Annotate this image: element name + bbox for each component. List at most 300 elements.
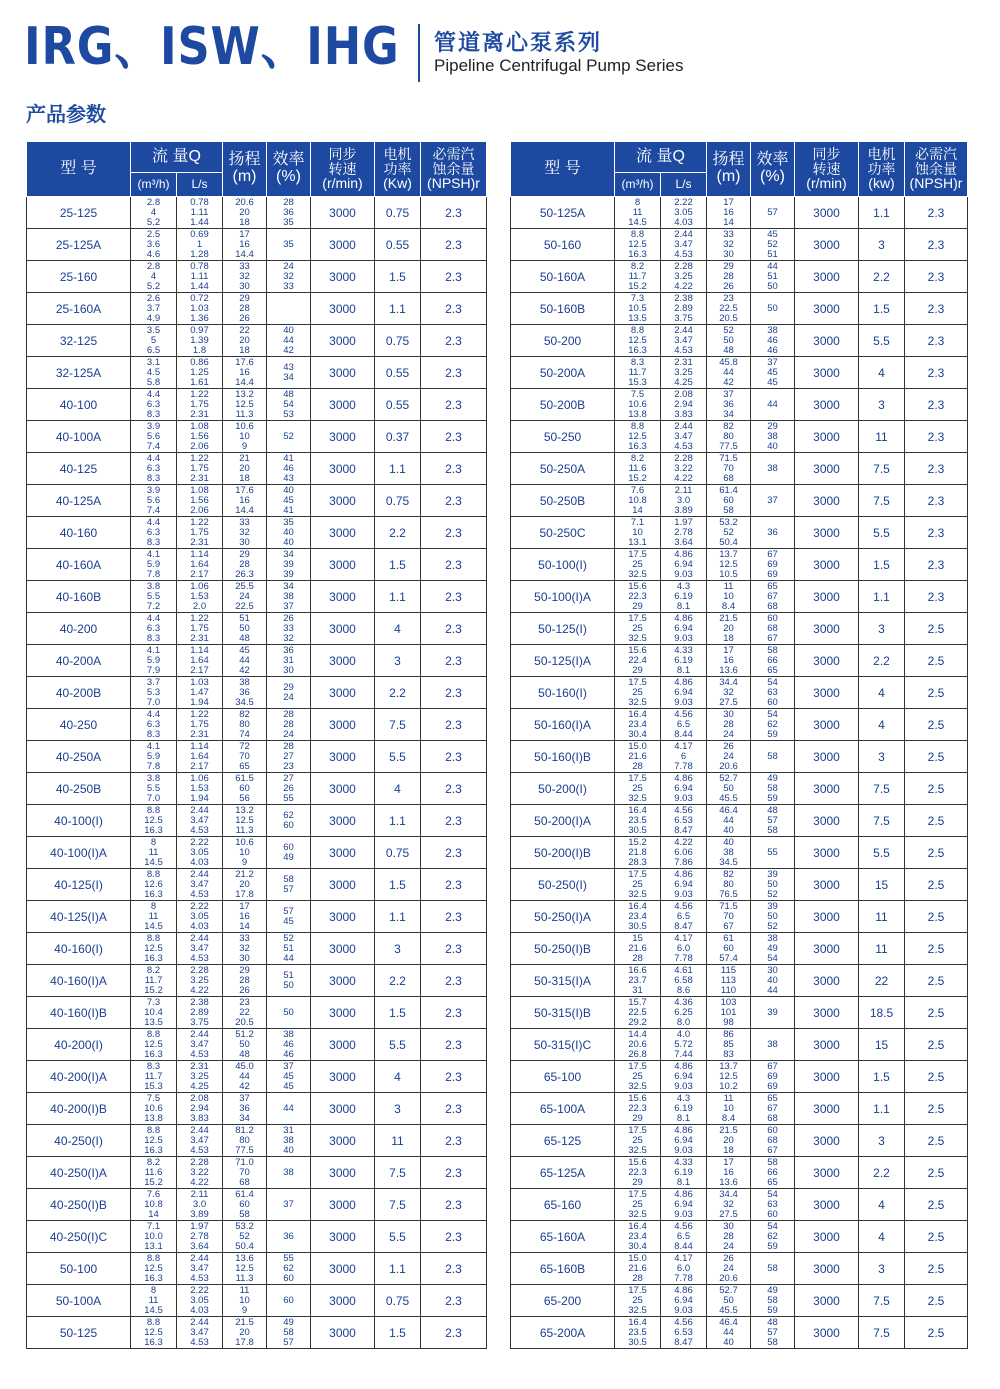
table-row bbox=[511, 421, 968, 453]
table-row bbox=[27, 741, 487, 773]
efficiency-cell bbox=[267, 677, 311, 709]
head-cell bbox=[223, 1029, 267, 1061]
flow-m3h-cell-value: 8.8 bbox=[630, 420, 645, 432]
flow-m3h-cell bbox=[615, 357, 661, 389]
flow-m3h-cell-value: 7.3 bbox=[146, 996, 161, 1008]
head-cell bbox=[223, 805, 267, 837]
head-cell-value: 20.5 bbox=[719, 312, 738, 324]
efficiency-cell-value: 66 bbox=[767, 654, 778, 666]
model-cell: 25-125A bbox=[27, 229, 131, 261]
flow-ls-cell bbox=[177, 1317, 223, 1349]
model-cell: 65-160B bbox=[511, 1253, 615, 1285]
head-cell-value: 20 bbox=[723, 1134, 734, 1146]
flow-m3h-cell-value: 25 bbox=[632, 558, 643, 570]
flow-ls-cell bbox=[177, 677, 223, 709]
flow-m3h-cell-value: 11 bbox=[632, 206, 643, 218]
power-cell: 4 bbox=[375, 1061, 421, 1093]
head-cell-value: 20.5 bbox=[235, 1016, 254, 1028]
head-cell-value: 18 bbox=[239, 344, 250, 356]
flow-m3h-cell-value: 7.6 bbox=[146, 1188, 161, 1200]
table-row bbox=[511, 453, 968, 485]
flow-m3h-cell bbox=[615, 965, 661, 997]
flow-ls-cell-value: 3.05 bbox=[190, 846, 209, 858]
flow-ls-cell-value: 2.44 bbox=[674, 324, 693, 336]
head-cell-value: 20 bbox=[239, 462, 250, 474]
head-cell-value: 45.0 bbox=[235, 1060, 254, 1072]
head-cell bbox=[707, 1157, 751, 1189]
efficiency-cell-value: 51 bbox=[767, 270, 778, 282]
efficiency-cell-value: 60 bbox=[767, 612, 778, 624]
flow-ls-cell-value: 6.94 bbox=[674, 1134, 693, 1146]
flow-ls-cell-value: 4.33 bbox=[674, 1156, 693, 1168]
flow-m3h-cell bbox=[615, 293, 661, 325]
head-cell-value: 71.5 bbox=[719, 900, 738, 912]
table-row bbox=[27, 549, 487, 581]
npsh-cell: 2.3 bbox=[421, 1253, 487, 1285]
efficiency-cell-value: 60 bbox=[767, 1208, 778, 1220]
table-row bbox=[27, 1093, 487, 1125]
efficiency-cell bbox=[751, 1221, 795, 1253]
head-cell bbox=[223, 421, 267, 453]
efficiency-cell-value: 37 bbox=[767, 356, 778, 368]
header-speed: 同步 转速 (r/min) bbox=[311, 142, 375, 197]
flow-ls-cell bbox=[661, 933, 707, 965]
section-title: 产品参数 bbox=[26, 102, 106, 126]
flow-ls-cell-value: 4.53 bbox=[190, 1336, 209, 1348]
head-cell-value: 34 bbox=[239, 1112, 250, 1124]
efficiency-cell-value: 48 bbox=[767, 1316, 778, 1328]
efficiency-cell-value: 45 bbox=[283, 915, 294, 927]
efficiency-cell-value: 68 bbox=[767, 600, 778, 612]
flow-ls-cell bbox=[177, 933, 223, 965]
head-cell-value: 36 bbox=[239, 1102, 250, 1114]
flow-m3h-cell-value: 16.3 bbox=[144, 1048, 163, 1060]
head-cell-value: 40 bbox=[723, 1336, 734, 1348]
flow-ls-cell-value: 4.53 bbox=[190, 824, 209, 836]
flow-m3h-cell bbox=[131, 1093, 177, 1125]
efficiency-cell-value: 36 bbox=[283, 206, 294, 218]
flow-m3h-cell-value: 8.8 bbox=[146, 1028, 161, 1040]
flow-m3h-cell-value: 3.1 bbox=[146, 356, 161, 368]
power-cell: 1.5 bbox=[375, 997, 421, 1029]
speed-cell: 3000 bbox=[795, 1125, 859, 1157]
head-cell-value: 16 bbox=[239, 366, 250, 378]
efficiency-cell-value: 67 bbox=[767, 1060, 778, 1072]
model-cell: 50-250B bbox=[511, 485, 615, 517]
efficiency-cell-value: 69 bbox=[767, 558, 778, 570]
header-flow-ls: L/s bbox=[177, 173, 223, 197]
flow-m3h-cell bbox=[615, 1029, 661, 1061]
flow-ls-cell-value: 2.28 bbox=[190, 964, 209, 976]
head-cell-value: 45.8 bbox=[719, 356, 738, 368]
flow-ls-cell-value: 2.06 bbox=[190, 504, 209, 516]
head-cell-value: 29 bbox=[723, 260, 734, 272]
head-cell bbox=[707, 1029, 751, 1061]
model-cell: 50-200(I)B bbox=[511, 837, 615, 869]
flow-m3h-cell bbox=[615, 741, 661, 773]
flow-ls-cell-value: 4.17 bbox=[674, 740, 693, 752]
flow-ls-cell-value: 4.86 bbox=[674, 772, 693, 784]
flow-ls-cell-value: 6.58 bbox=[674, 974, 693, 986]
head-cell bbox=[223, 581, 267, 613]
speed-cell: 3000 bbox=[311, 645, 375, 677]
efficiency-cell-value: 44 bbox=[767, 984, 778, 996]
flow-m3h-cell-value: 23.7 bbox=[628, 974, 647, 986]
speed-cell: 3000 bbox=[795, 517, 859, 549]
flow-m3h-cell-value: 10.6 bbox=[628, 398, 647, 410]
head-cell bbox=[707, 581, 751, 613]
speed-cell: 3000 bbox=[795, 869, 859, 901]
flow-ls-cell-value: 6.0 bbox=[676, 1262, 691, 1274]
efficiency-cell bbox=[751, 837, 795, 869]
npsh-cell: 2.3 bbox=[905, 261, 968, 293]
head-cell-value: 98 bbox=[723, 1016, 734, 1028]
head-cell bbox=[707, 709, 751, 741]
model-cell: 50-160(I)B bbox=[511, 741, 615, 773]
flow-ls-cell-value: 8.1 bbox=[676, 600, 691, 612]
table-row bbox=[511, 1061, 968, 1093]
flow-m3h-cell-value: 16.4 bbox=[628, 900, 647, 912]
head-cell-value: 74 bbox=[239, 728, 250, 740]
efficiency-cell bbox=[751, 613, 795, 645]
npsh-cell: 2.5 bbox=[905, 1157, 968, 1189]
model-cell: 50-125A bbox=[511, 197, 615, 229]
table-row bbox=[511, 1189, 968, 1221]
flow-ls-cell-value: 4.86 bbox=[674, 548, 693, 560]
flow-ls-cell-value: 3.47 bbox=[190, 1134, 209, 1146]
model-cell: 50-125 bbox=[27, 1317, 131, 1349]
efficiency-cell-value: 45 bbox=[767, 376, 778, 388]
flow-m3h-cell-value: 3.6 bbox=[146, 238, 161, 250]
flow-ls-cell-value: 3.05 bbox=[190, 910, 209, 922]
head-cell-value: 10.5 bbox=[719, 568, 738, 580]
head-cell bbox=[223, 645, 267, 677]
head-cell-value: 48 bbox=[239, 632, 250, 644]
npsh-cell: 2.5 bbox=[905, 1285, 968, 1317]
head-cell-value: 20 bbox=[239, 1326, 250, 1338]
flow-m3h-cell bbox=[615, 1285, 661, 1317]
head-cell bbox=[223, 1285, 267, 1317]
table-row bbox=[27, 1285, 487, 1317]
flow-m3h-cell-value: 15.3 bbox=[144, 1080, 163, 1092]
table-row bbox=[27, 229, 487, 261]
flow-m3h-cell-value: 23.5 bbox=[628, 814, 647, 826]
efficiency-cell-value: 50 bbox=[283, 1006, 294, 1018]
flow-ls-cell-value: 4.17 bbox=[674, 1252, 693, 1264]
efficiency-cell-value: 32 bbox=[283, 632, 294, 644]
model-cell: 65-125A bbox=[511, 1157, 615, 1189]
flow-ls-cell-value: 2.11 bbox=[674, 484, 693, 496]
efficiency-cell bbox=[267, 613, 311, 645]
flow-m3h-cell-value: 16.3 bbox=[144, 952, 163, 964]
flow-ls-cell-value: 9.03 bbox=[674, 1208, 693, 1220]
flow-ls-cell-value: 0.78 bbox=[190, 196, 209, 208]
flow-ls-cell-value: 7.44 bbox=[674, 1048, 693, 1060]
head-cell bbox=[707, 677, 751, 709]
power-cell: 1.5 bbox=[859, 293, 905, 325]
speed-cell: 3000 bbox=[311, 773, 375, 805]
speed-cell: 3000 bbox=[795, 773, 859, 805]
flow-ls-cell-value: 2.28 bbox=[674, 452, 693, 464]
table-row bbox=[27, 837, 487, 869]
flow-ls-cell-value: 6.94 bbox=[674, 622, 693, 634]
page-header bbox=[24, 14, 984, 84]
flow-ls-cell-value: 1.11 bbox=[190, 206, 209, 218]
flow-ls-cell-value: 4.36 bbox=[674, 996, 693, 1008]
efficiency-cell bbox=[267, 517, 311, 549]
flow-ls-cell-value: 2.38 bbox=[190, 996, 209, 1008]
efficiency-cell-value: 45 bbox=[283, 1070, 294, 1082]
flow-ls-cell-value: 2.22 bbox=[190, 900, 209, 912]
head-cell-value: 26 bbox=[723, 280, 734, 292]
flow-ls-cell-value: 9.03 bbox=[674, 568, 693, 580]
flow-ls-cell-value: 4.0 bbox=[676, 1028, 691, 1040]
table-row bbox=[511, 1285, 968, 1317]
head-cell bbox=[223, 357, 267, 389]
flow-m3h-cell bbox=[131, 581, 177, 613]
efficiency-cell bbox=[751, 229, 795, 261]
efficiency-cell-value: 43 bbox=[283, 361, 294, 373]
flow-ls-cell bbox=[177, 965, 223, 997]
power-cell: 3 bbox=[859, 389, 905, 421]
flow-ls-cell-value: 6.94 bbox=[674, 1070, 693, 1082]
flow-ls-cell bbox=[661, 1061, 707, 1093]
model-cell: 50-100(I) bbox=[511, 549, 615, 581]
efficiency-cell-value: 67 bbox=[767, 590, 778, 602]
table-row bbox=[27, 1061, 487, 1093]
power-cell: 7.5 bbox=[859, 453, 905, 485]
flow-ls-cell-value: 9.03 bbox=[674, 632, 693, 644]
flow-ls-cell-value: 4.53 bbox=[190, 952, 209, 964]
power-cell: 11 bbox=[375, 1125, 421, 1157]
power-cell: 5.5 bbox=[375, 1221, 421, 1253]
flow-m3h-cell-value: 17.5 bbox=[628, 1284, 647, 1296]
flow-m3h-cell-value: 28.3 bbox=[628, 856, 647, 868]
head-cell bbox=[223, 261, 267, 293]
flow-ls-cell-value: 9.03 bbox=[674, 696, 693, 708]
efficiency-cell-value: 28 bbox=[283, 196, 294, 208]
flow-m3h-cell-value: 17.5 bbox=[628, 548, 647, 560]
flow-ls-cell bbox=[661, 293, 707, 325]
speed-cell: 3000 bbox=[795, 1189, 859, 1221]
flow-ls-cell-value: 4.86 bbox=[674, 1060, 693, 1072]
efficiency-cell bbox=[751, 1285, 795, 1317]
npsh-cell: 2.3 bbox=[421, 773, 487, 805]
table-row bbox=[27, 357, 487, 389]
flow-ls-cell bbox=[661, 901, 707, 933]
flow-m3h-cell-value: 4.4 bbox=[146, 612, 161, 624]
efficiency-cell-value: 59 bbox=[767, 1304, 778, 1316]
head-cell bbox=[707, 1093, 751, 1125]
power-cell: 0.75 bbox=[375, 1285, 421, 1317]
table-row bbox=[27, 1189, 487, 1221]
npsh-cell: 2.5 bbox=[905, 709, 968, 741]
efficiency-cell-value: 62 bbox=[283, 809, 294, 821]
model-cell: 50-160 bbox=[511, 229, 615, 261]
npsh-cell: 2.3 bbox=[421, 741, 487, 773]
flow-m3h-cell bbox=[131, 709, 177, 741]
head-cell-value: 28 bbox=[723, 1230, 734, 1242]
head-cell bbox=[707, 1189, 751, 1221]
head-cell bbox=[223, 1157, 267, 1189]
flow-ls-cell-value: 2.31 bbox=[190, 472, 209, 484]
head-cell-value: 42 bbox=[239, 664, 250, 676]
flow-m3h-cell-value: 22.3 bbox=[628, 1166, 647, 1178]
npsh-cell: 2.3 bbox=[421, 229, 487, 261]
flow-ls-cell-value: 6.53 bbox=[674, 814, 693, 826]
head-cell-value: 32 bbox=[723, 238, 734, 250]
npsh-cell: 2.3 bbox=[421, 485, 487, 517]
flow-ls-cell-value: 1.53 bbox=[190, 782, 209, 794]
efficiency-cell bbox=[751, 1029, 795, 1061]
flow-m3h-cell-value: 7.8 bbox=[146, 568, 161, 580]
flow-ls-cell-value: 2.28 bbox=[674, 260, 693, 272]
model-cell: 40-160A bbox=[27, 549, 131, 581]
flow-m3h-cell-value: 16.3 bbox=[144, 1336, 163, 1348]
speed-cell: 3000 bbox=[795, 613, 859, 645]
head-cell-value: 56 bbox=[239, 792, 250, 804]
head-cell-value: 34.5 bbox=[235, 696, 254, 708]
head-cell bbox=[223, 1317, 267, 1349]
flow-m3h-cell bbox=[131, 453, 177, 485]
speed-cell: 3000 bbox=[795, 197, 859, 229]
power-cell: 4 bbox=[859, 357, 905, 389]
flow-m3h-cell bbox=[615, 869, 661, 901]
flow-ls-cell-value: 6.94 bbox=[674, 558, 693, 570]
flow-m3h-cell-value: 16.3 bbox=[628, 344, 647, 356]
flow-m3h-cell-value: 7.4 bbox=[146, 504, 161, 516]
table-row bbox=[511, 389, 968, 421]
spec-table-right bbox=[510, 141, 968, 1349]
flow-m3h-cell-value: 22.3 bbox=[628, 1102, 647, 1114]
efficiency-cell-value: 49 bbox=[767, 1284, 778, 1296]
flow-ls-cell-value: 4.03 bbox=[674, 216, 693, 228]
speed-cell: 3000 bbox=[795, 261, 859, 293]
flow-m3h-cell-value: 7.2 bbox=[146, 600, 161, 612]
speed-cell: 3000 bbox=[795, 805, 859, 837]
header-model: 型 号 bbox=[27, 142, 131, 197]
flow-m3h-cell-value: 16.3 bbox=[144, 1144, 163, 1156]
flow-m3h-cell bbox=[615, 229, 661, 261]
flow-m3h-cell-value: 29.2 bbox=[628, 1016, 647, 1028]
flow-m3h-cell-value: 10.8 bbox=[144, 1198, 163, 1210]
head-cell-value: 52.7 bbox=[719, 772, 738, 784]
flow-ls-cell-value: 2.44 bbox=[190, 804, 209, 816]
efficiency-cell-value: 38 bbox=[767, 1038, 778, 1050]
efficiency-cell-value: 30 bbox=[283, 664, 294, 676]
efficiency-cell-value: 55 bbox=[283, 792, 294, 804]
flow-m3h-cell-value: 30.4 bbox=[628, 1240, 647, 1252]
flow-m3h-cell-value: 23.5 bbox=[628, 1326, 647, 1338]
flow-m3h-cell-value: 8.3 bbox=[146, 472, 161, 484]
power-cell: 7.5 bbox=[375, 1157, 421, 1189]
flow-ls-cell-value: 5.72 bbox=[674, 1038, 693, 1050]
flow-m3h-cell bbox=[615, 645, 661, 677]
model-cell: 50-200B bbox=[511, 389, 615, 421]
head-cell-value: 17 bbox=[723, 196, 734, 208]
flow-ls-cell-value: 2.22 bbox=[190, 1284, 209, 1296]
head-cell-value: 86 bbox=[723, 1028, 734, 1040]
efficiency-cell bbox=[267, 965, 311, 997]
efficiency-cell-value: 48 bbox=[283, 388, 294, 400]
flow-m3h-cell-value: 8 bbox=[150, 836, 157, 848]
model-cell: 40-250 bbox=[27, 709, 131, 741]
flow-m3h-cell-value: 4.4 bbox=[146, 516, 161, 528]
head-cell-value: 46.4 bbox=[719, 804, 738, 816]
model-cell: 65-100A bbox=[511, 1093, 615, 1125]
efficiency-cell-value: 59 bbox=[767, 1240, 778, 1252]
flow-m3h-cell-value: 12.5 bbox=[144, 1262, 163, 1274]
efficiency-cell-value: 57 bbox=[283, 1336, 294, 1348]
efficiency-cell-value: 68 bbox=[767, 1134, 778, 1146]
flow-m3h-cell bbox=[615, 517, 661, 549]
head-cell-value: 10 bbox=[239, 430, 250, 442]
efficiency-cell-value: 38 bbox=[283, 1166, 294, 1178]
head-cell-value: 13.2 bbox=[235, 804, 254, 816]
flow-ls-cell-value: 3.47 bbox=[190, 1038, 209, 1050]
head-cell-value: 60 bbox=[723, 942, 734, 954]
flow-ls-cell-value: 9.03 bbox=[674, 1144, 693, 1156]
head-cell-value: 22.5 bbox=[719, 302, 738, 314]
flow-m3h-cell-value: 3.5 bbox=[146, 324, 161, 336]
efficiency-cell-value: 60 bbox=[767, 696, 778, 708]
flow-ls-cell bbox=[177, 613, 223, 645]
flow-ls-cell-value: 1.8 bbox=[192, 344, 207, 356]
power-cell: 2.2 bbox=[375, 517, 421, 549]
efficiency-cell-value: 34 bbox=[283, 371, 294, 383]
flow-ls-cell-value: 3.64 bbox=[674, 536, 693, 548]
flow-ls-cell-value: 1.97 bbox=[674, 516, 693, 528]
npsh-cell: 2.3 bbox=[905, 229, 968, 261]
efficiency-cell-value: 54 bbox=[767, 1220, 778, 1232]
head-cell-value: 60 bbox=[723, 494, 734, 506]
efficiency-cell bbox=[267, 325, 311, 357]
flow-m3h-cell-value: 23.4 bbox=[628, 910, 647, 922]
flow-ls-cell-value: 4.22 bbox=[674, 836, 693, 848]
efficiency-cell-value: 59 bbox=[767, 792, 778, 804]
head-cell bbox=[707, 645, 751, 677]
head-cell bbox=[707, 485, 751, 517]
flow-ls-cell-value: 3.47 bbox=[674, 430, 693, 442]
head-cell-value: 103 bbox=[720, 996, 737, 1008]
flow-ls-cell-value: 4.56 bbox=[674, 804, 693, 816]
efficiency-cell bbox=[751, 773, 795, 805]
model-cell: 50-315(I)B bbox=[511, 997, 615, 1029]
flow-m3h-cell-value: 15.0 bbox=[628, 1252, 647, 1264]
table-row bbox=[27, 517, 487, 549]
npsh-cell: 2.3 bbox=[421, 837, 487, 869]
power-cell: 7.5 bbox=[859, 1285, 905, 1317]
brand-title: IRG、ISW、IHG bbox=[24, 17, 400, 77]
flow-ls-cell-value: 4.22 bbox=[674, 472, 693, 484]
flow-ls-cell-value: 3.47 bbox=[674, 334, 693, 346]
head-cell-value: 60 bbox=[239, 1198, 250, 1210]
flow-m3h-cell-value: 15.7 bbox=[628, 996, 647, 1008]
head-cell-value: 50.4 bbox=[719, 536, 738, 548]
table-row bbox=[511, 1157, 968, 1189]
flow-m3h-cell-value: 28 bbox=[632, 952, 643, 964]
npsh-cell: 2.3 bbox=[905, 197, 968, 229]
speed-cell: 3000 bbox=[311, 1029, 375, 1061]
efficiency-cell-value: 27 bbox=[283, 772, 294, 784]
head-cell-value: 14 bbox=[723, 216, 734, 228]
flow-m3h-cell-value: 22.3 bbox=[628, 590, 647, 602]
flow-m3h-cell bbox=[131, 1189, 177, 1221]
flow-m3h-cell-value: 4.1 bbox=[146, 644, 161, 656]
flow-m3h-cell-value: 16.3 bbox=[144, 888, 163, 900]
head-cell bbox=[707, 965, 751, 997]
power-cell: 1.1 bbox=[375, 453, 421, 485]
